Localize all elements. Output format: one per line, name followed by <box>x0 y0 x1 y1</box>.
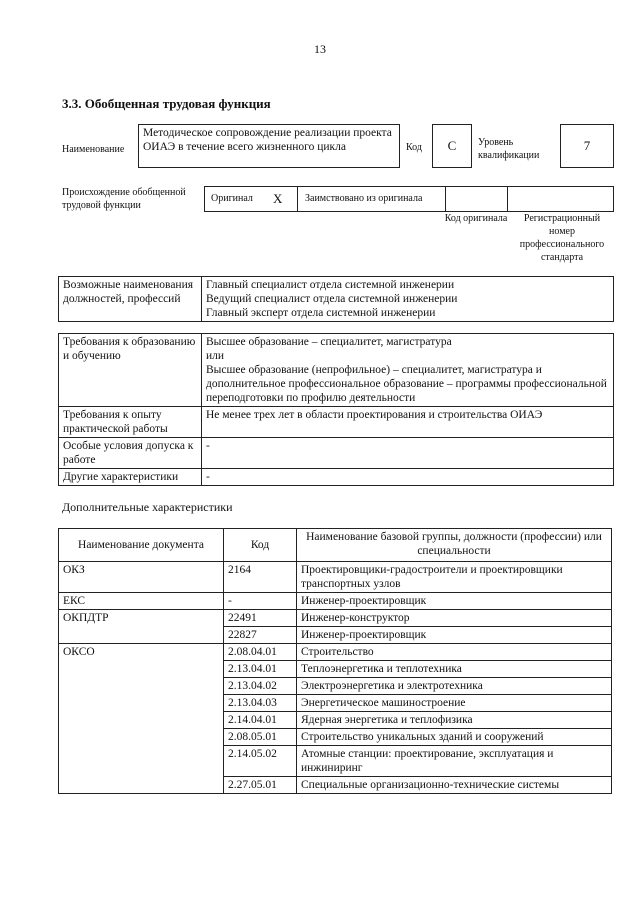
code-cell: 2.14.05.02 <box>224 746 297 777</box>
education-line: Высшее образование – специалитет, магистратура <box>206 336 452 348</box>
name-cell: Ядерная энергетика и теплофизика <box>297 712 612 729</box>
name-cell: Энергетическое машиностроение <box>297 695 612 712</box>
function-name: Методическое сопровождение реализации проекта ОИАЭ в течение всего жизненного цикла <box>138 124 400 168</box>
education-value <box>202 334 614 407</box>
code-cell: - <box>224 593 297 610</box>
name-cell: Строительство уникальных зданий и сооружений <box>297 729 612 746</box>
other-label: Другие характеристики <box>59 469 202 486</box>
code-cell: 2.08.04.01 <box>224 644 297 661</box>
code-cell: 2164 <box>224 562 297 593</box>
code-cell: 2.13.04.02 <box>224 678 297 695</box>
name-cell: Атомные станции: проектирование, эксплуатация и инжиниринг <box>297 746 612 777</box>
code-original-label: Код оригинала <box>444 213 508 224</box>
code-cell: 22491 <box>224 610 297 627</box>
experience-value: Не менее трех лет в области проектирования и строительства ОИАЭ <box>202 407 614 438</box>
original-label: Оригинал <box>211 193 253 204</box>
table-row <box>59 593 612 610</box>
code-cell: 2.13.04.01 <box>224 661 297 678</box>
admission-value: - <box>202 438 614 469</box>
positions-list <box>202 277 614 322</box>
reg-number-label: Регистрационный номер профессионального стандарта <box>519 213 605 263</box>
positions-table <box>58 276 614 322</box>
table-row <box>59 610 612 627</box>
experience-label: Требования к опыту практической работы <box>59 407 202 438</box>
doc-cell: ОКЗ <box>59 562 224 593</box>
borrowed-label: Заимствовано из оригинала <box>305 193 423 204</box>
name-label: Наименование <box>62 144 125 155</box>
position-item: Ведущий специалист отдела системной инженерии <box>206 293 458 305</box>
page-number: 13 <box>314 42 326 56</box>
code-label: Код <box>406 142 422 153</box>
level-value: 7 <box>560 124 614 168</box>
table-row <box>59 562 612 593</box>
education-line: или <box>206 350 225 362</box>
table-row <box>59 644 612 661</box>
code-cell: 2.14.04.01 <box>224 712 297 729</box>
name-cell: Строительство <box>297 644 612 661</box>
header-name: Наименование базовой группы, должности (профессии) или специальности <box>297 529 612 562</box>
additional-title: Дополнительные характеристики <box>62 500 233 514</box>
divider <box>297 187 298 211</box>
doc-cell: ЕКС <box>59 593 224 610</box>
name-cell: Специальные организационно-технические системы <box>297 777 612 794</box>
header-code: Код <box>224 529 297 562</box>
name-cell: Инженер-проектировщик <box>297 627 612 644</box>
other-value: - <box>202 469 614 486</box>
code-value: C <box>432 124 472 168</box>
position-item: Главный специалист отдела системной инженерии <box>206 279 455 291</box>
divider <box>445 187 446 211</box>
code-cell: 2.08.05.01 <box>224 729 297 746</box>
education-line: Высшее образование (непрофильное) – специалитет, магистратура и дополнительное профессиональное образование – программы профессиональной переподготовки по профилю деятельности <box>206 364 607 404</box>
original-mark: X <box>273 191 283 206</box>
code-cell: 2.27.05.01 <box>224 777 297 794</box>
name-cell: Проектировщики-градостроители и проектировщики транспортных узлов <box>297 562 612 593</box>
name-cell: Электроэнергетика и электротехника <box>297 678 612 695</box>
education-label: Требования к образованию и обучению <box>59 334 202 407</box>
name-cell: Инженер-проектировщик <box>297 593 612 610</box>
doc-cell: ОКСО <box>59 644 224 794</box>
additional-table <box>58 528 612 794</box>
origin-label: Происхождение обобщенной трудовой функции <box>62 187 186 211</box>
header-doc: Наименование документа <box>59 529 224 562</box>
positions-label: Возможные наименования должностей, профессий <box>59 277 202 322</box>
origin-box <box>204 186 614 212</box>
level-label: Уровень квалификации <box>478 137 540 161</box>
name-cell: Инженер-конструктор <box>297 610 612 627</box>
position-item: Главный эксперт отдела системной инженерии <box>206 307 436 319</box>
divider <box>507 187 508 211</box>
section-title: 3.3. Обобщенная трудовая функция <box>62 96 271 111</box>
name-cell: Теплоэнергетика и теплотехника <box>297 661 612 678</box>
requirements-table <box>58 333 614 486</box>
code-cell: 2.13.04.03 <box>224 695 297 712</box>
code-cell: 22827 <box>224 627 297 644</box>
admission-label: Особые условия допуска к работе <box>59 438 202 469</box>
doc-cell: ОКПДТР <box>59 610 224 644</box>
